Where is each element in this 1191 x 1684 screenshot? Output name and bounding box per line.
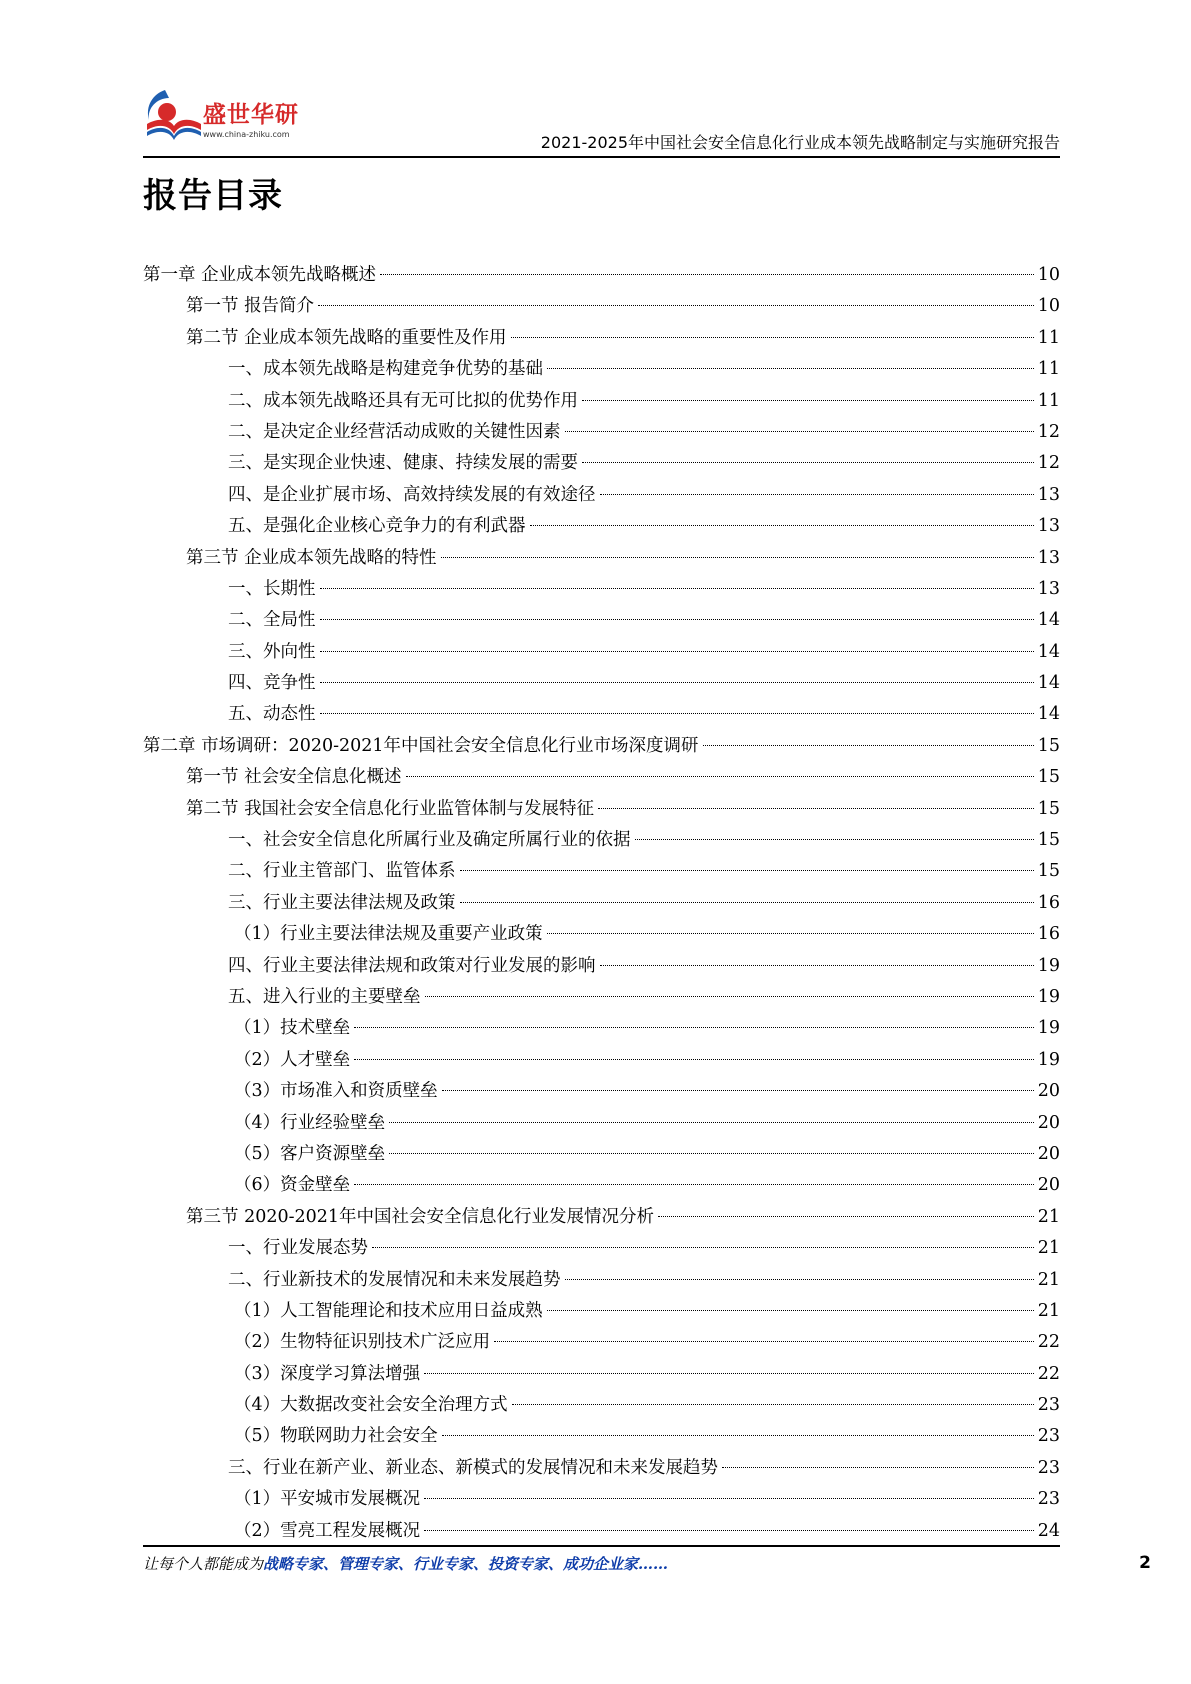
toc-entry-label: （1）人工智能理论和技术应用日益成熟	[234, 1300, 543, 1321]
toc-leader-dots	[389, 1153, 1034, 1154]
toc-entry-page: 13	[1037, 547, 1060, 568]
toc-leader-dots	[565, 431, 1034, 432]
toc-entry-page: 10	[1037, 265, 1060, 285]
toc-entry[interactable]	[143, 511, 1060, 542]
toc-leader-dots	[494, 1341, 1034, 1342]
toc-leader-dots	[460, 902, 1034, 903]
toc-leader-dots	[530, 525, 1034, 526]
toc-entry-label: 一、行业发展态势	[228, 1238, 368, 1259]
toc-entry-label: （2）生物特征识别技术广泛应用	[234, 1332, 491, 1353]
toc-entry-label: 二、行业主管部门、监管体系	[228, 861, 456, 882]
toc-leader-dots	[320, 588, 1034, 589]
toc-entry-page: 23	[1037, 1426, 1060, 1447]
toc-entry-label: 三、是实现企业快速、健康、持续发展的需要	[228, 453, 578, 474]
logo-url: www.china-zhiku.com	[203, 130, 290, 139]
toc-leader-dots	[658, 1216, 1034, 1217]
toc-entry[interactable]	[143, 1390, 1060, 1421]
toc-entry-page: 13	[1037, 578, 1060, 599]
toc-entry-label: 四、是企业扩展市场、高效持续发展的有效途径	[228, 484, 596, 505]
toc-leader-dots	[425, 996, 1034, 997]
toc-leader-dots	[511, 337, 1034, 338]
toc-leader-dots	[565, 1279, 1034, 1280]
toc-entry-label: （3）深度学习算法增强	[234, 1363, 421, 1384]
toc-entry-page: 15	[1037, 735, 1060, 756]
toc-entry[interactable]	[143, 888, 1060, 919]
toc-leader-dots	[722, 1467, 1034, 1468]
toc-entry[interactable]	[143, 637, 1060, 668]
toc-entry-page: 14	[1037, 704, 1060, 725]
toc-leader-dots	[424, 1373, 1034, 1374]
toc-leader-dots	[380, 274, 1034, 275]
toc-entry-page: 23	[1037, 1457, 1060, 1478]
toc-entry-page: 14	[1037, 641, 1060, 662]
toc-entry[interactable]	[143, 1170, 1060, 1201]
toc-entry[interactable]	[143, 919, 1060, 950]
toc-entry-label: 二、全局性	[228, 610, 316, 631]
toc-entry-label: 第二章 市场调研：2020-2021年中国社会安全信息化行业市场深度调研	[143, 735, 699, 756]
toc-entry-label: 四、行业主要法律法规和政策对行业发展的影响	[228, 955, 596, 976]
toc-entry[interactable]	[143, 1108, 1060, 1139]
toc-entry-page: 20	[1037, 1112, 1060, 1133]
toc-entry[interactable]	[143, 448, 1060, 479]
toc-leader-dots	[320, 651, 1034, 652]
toc-leader-dots	[320, 713, 1034, 714]
toc-entry-label: 第一节 社会安全信息化概述	[186, 767, 402, 788]
toc-entry[interactable]	[143, 1359, 1060, 1390]
toc-entry-label: 五、动态性	[228, 704, 316, 725]
toc-leader-dots	[547, 368, 1034, 369]
toc-entry-label: （2）人才壁垒	[234, 1049, 351, 1070]
logo	[143, 82, 313, 148]
toc-leader-dots	[354, 1059, 1034, 1060]
toc-entry-page: 16	[1037, 892, 1060, 913]
toc-entry[interactable]	[143, 1516, 1060, 1547]
toc-entry-page: 23	[1037, 1395, 1060, 1416]
toc-entry-label: （2）雪亮工程发展概况	[234, 1520, 421, 1541]
toc-entry-label: 三、行业主要法律法规及政策	[228, 892, 456, 913]
toc-leader-dots	[424, 1530, 1034, 1531]
toc-entry-page: 15	[1037, 798, 1060, 819]
toc-leader-dots	[354, 1027, 1034, 1028]
footer-prefix: 让每个人都能成为	[143, 1555, 264, 1573]
toc-entry-page: 20	[1037, 1175, 1060, 1196]
toc-entry[interactable]	[143, 1453, 1060, 1484]
toc-leader-dots	[582, 462, 1034, 463]
toc-entry-label: 第二节 企业成本领先战略的重要性及作用	[186, 327, 507, 348]
logo-emblem-icon	[143, 84, 205, 144]
toc-entry[interactable]	[143, 354, 1060, 385]
toc-entry-page: 20	[1037, 1081, 1060, 1102]
toc-entry[interactable]	[143, 260, 1060, 291]
table-of-contents	[143, 260, 1060, 1547]
toc-entry[interactable]	[143, 982, 1060, 1013]
toc-entry-label: 四、竞争性	[228, 673, 316, 694]
toc-entry-label: 三、外向性	[228, 641, 316, 662]
toc-entry[interactable]	[143, 1202, 1060, 1233]
page-title: 报告目录	[143, 176, 283, 216]
toc-entry-label: （1）技术壁垒	[234, 1018, 351, 1039]
toc-entry-label: 二、是决定企业经营活动成败的关键性因素	[228, 421, 561, 442]
report-title: 2021-2025年中国社会安全信息化行业成本领先战略制定与实施研究报告	[540, 133, 1060, 152]
toc-entry[interactable]	[143, 951, 1060, 982]
toc-entry[interactable]	[143, 323, 1060, 354]
toc-entry[interactable]	[143, 291, 1060, 322]
toc-entry-page: 14	[1037, 673, 1060, 694]
page-header	[143, 82, 1060, 162]
toc-entry-label: 第三节 2020-2021年中国社会安全信息化行业发展情况分析	[186, 1206, 655, 1227]
toc-entry[interactable]	[143, 605, 1060, 636]
toc-entry[interactable]	[143, 1045, 1060, 1076]
toc-leader-dots	[372, 1247, 1034, 1248]
toc-entry-page: 19	[1037, 1018, 1060, 1039]
toc-entry-page: 13	[1037, 484, 1060, 505]
toc-entry-page: 19	[1037, 1049, 1060, 1070]
toc-entry[interactable]	[143, 731, 1060, 762]
toc-entry-label: （1）平安城市发展概况	[234, 1489, 421, 1510]
toc-entry-page: 21	[1037, 1206, 1060, 1227]
toc-entry[interactable]	[143, 794, 1060, 825]
toc-entry-page: 16	[1037, 924, 1060, 945]
toc-entry[interactable]	[143, 668, 1060, 699]
toc-entry-page: 11	[1037, 390, 1060, 411]
toc-entry[interactable]	[143, 1233, 1060, 1264]
page-number: 2	[1139, 1553, 1151, 1573]
toc-entry[interactable]	[143, 699, 1060, 730]
toc-entry[interactable]	[143, 1296, 1060, 1327]
toc-entry-page: 14	[1037, 610, 1060, 631]
toc-entry-label: （4）行业经验壁垒	[234, 1112, 386, 1133]
toc-entry[interactable]	[143, 762, 1060, 793]
toc-leader-dots	[600, 494, 1034, 495]
toc-entry-label: 三、行业在新产业、新业态、新模式的发展情况和未来发展趋势	[228, 1457, 718, 1478]
toc-entry-page: 20	[1037, 1143, 1060, 1164]
toc-leader-dots	[547, 1310, 1034, 1311]
toc-leader-dots	[318, 305, 1034, 306]
toc-leader-dots	[424, 1498, 1034, 1499]
toc-entry-page: 10	[1037, 296, 1060, 317]
toc-leader-dots	[460, 870, 1034, 871]
toc-leader-dots	[635, 839, 1034, 840]
toc-entry-page: 21	[1037, 1300, 1060, 1321]
toc-leader-dots	[320, 682, 1034, 683]
toc-entry[interactable]	[143, 825, 1060, 856]
toc-entry[interactable]	[143, 480, 1060, 511]
footer-divider	[143, 1545, 1060, 1547]
toc-entry[interactable]	[143, 574, 1060, 605]
toc-entry[interactable]	[143, 1265, 1060, 1296]
toc-entry-label: 一、社会安全信息化所属行业及确定所属行业的依据	[228, 830, 631, 851]
toc-leader-dots	[598, 808, 1034, 809]
toc-entry-page: 21	[1037, 1269, 1060, 1290]
toc-entry-page: 15	[1037, 830, 1060, 851]
footer-slogan	[143, 1553, 1060, 1574]
toc-leader-dots	[441, 557, 1034, 558]
toc-leader-dots	[582, 400, 1034, 401]
toc-entry-page: 22	[1037, 1332, 1060, 1353]
toc-leader-dots	[442, 1090, 1034, 1091]
toc-entry-page: 13	[1037, 516, 1060, 537]
toc-entry-label: 二、成本领先战略还具有无可比拟的优势作用	[228, 390, 578, 411]
toc-leader-dots	[406, 776, 1034, 777]
toc-entry-page: 19	[1037, 955, 1060, 976]
toc-entry-label: 五、是强化企业核心竞争力的有利武器	[228, 516, 526, 537]
toc-entry-label: （5）物联网助力社会安全	[234, 1426, 438, 1447]
toc-entry-label: 五、进入行业的主要壁垒	[228, 986, 421, 1007]
toc-entry-page: 19	[1037, 986, 1060, 1007]
toc-entry-label: （5）客户资源壁垒	[234, 1143, 386, 1164]
toc-entry-label: （4）大数据改变社会安全治理方式	[234, 1395, 508, 1416]
toc-entry-label: （3）市场准入和资质壁垒	[234, 1081, 438, 1102]
toc-entry[interactable]	[143, 1484, 1060, 1515]
toc-entry[interactable]	[143, 386, 1060, 417]
toc-entry-page: 12	[1037, 421, 1060, 442]
toc-entry-label: 第二节 我国社会安全信息化行业监管体制与发展特征	[186, 798, 595, 819]
toc-entry-label: 第一节 报告简介	[186, 296, 315, 317]
toc-entry-label: 一、长期性	[228, 578, 316, 599]
toc-leader-dots	[703, 745, 1034, 746]
toc-entry-label: 二、行业新技术的发展情况和未来发展趋势	[228, 1269, 561, 1290]
toc-entry-page: 11	[1037, 359, 1060, 380]
toc-entry-page: 12	[1037, 453, 1060, 474]
toc-entry-page: 21	[1037, 1238, 1060, 1259]
toc-entry-page: 22	[1037, 1363, 1060, 1384]
toc-leader-dots	[389, 1122, 1034, 1123]
toc-entry-page: 11	[1037, 327, 1060, 348]
toc-leader-dots	[442, 1435, 1034, 1436]
toc-entry-label: （6）资金壁垒	[234, 1175, 351, 1196]
toc-leader-dots	[600, 965, 1034, 966]
toc-entry[interactable]	[143, 417, 1060, 448]
toc-entry-page: 15	[1037, 861, 1060, 882]
toc-entry[interactable]	[143, 856, 1060, 887]
logo-text: 盛世华研	[203, 102, 299, 128]
toc-entry-label: （1）行业主要法律法规及重要产业政策	[234, 924, 543, 945]
toc-entry[interactable]	[143, 1327, 1060, 1358]
toc-entry[interactable]	[143, 1076, 1060, 1107]
toc-entry[interactable]	[143, 1421, 1060, 1452]
footer-emphasis: 战略专家、管理专家、行业专家、投资专家、成功企业家……	[263, 1555, 669, 1573]
toc-entry-page: 15	[1037, 767, 1060, 788]
toc-entry-page: 23	[1037, 1489, 1060, 1510]
toc-entry-label: 第三节 企业成本领先战略的特性	[186, 547, 437, 568]
header-divider	[143, 156, 1060, 158]
toc-leader-dots	[354, 1184, 1034, 1185]
toc-entry[interactable]	[143, 1139, 1060, 1170]
toc-leader-dots	[320, 619, 1034, 620]
toc-entry[interactable]	[143, 1013, 1060, 1044]
toc-entry[interactable]	[143, 543, 1060, 574]
toc-leader-dots	[547, 933, 1034, 934]
toc-entry-label: 第一章 企业成本领先战略概述	[143, 265, 377, 285]
toc-entry-page: 24	[1037, 1520, 1060, 1541]
toc-leader-dots	[512, 1404, 1034, 1405]
toc-entry-label: 一、成本领先战略是构建竞争优势的基础	[228, 359, 543, 380]
